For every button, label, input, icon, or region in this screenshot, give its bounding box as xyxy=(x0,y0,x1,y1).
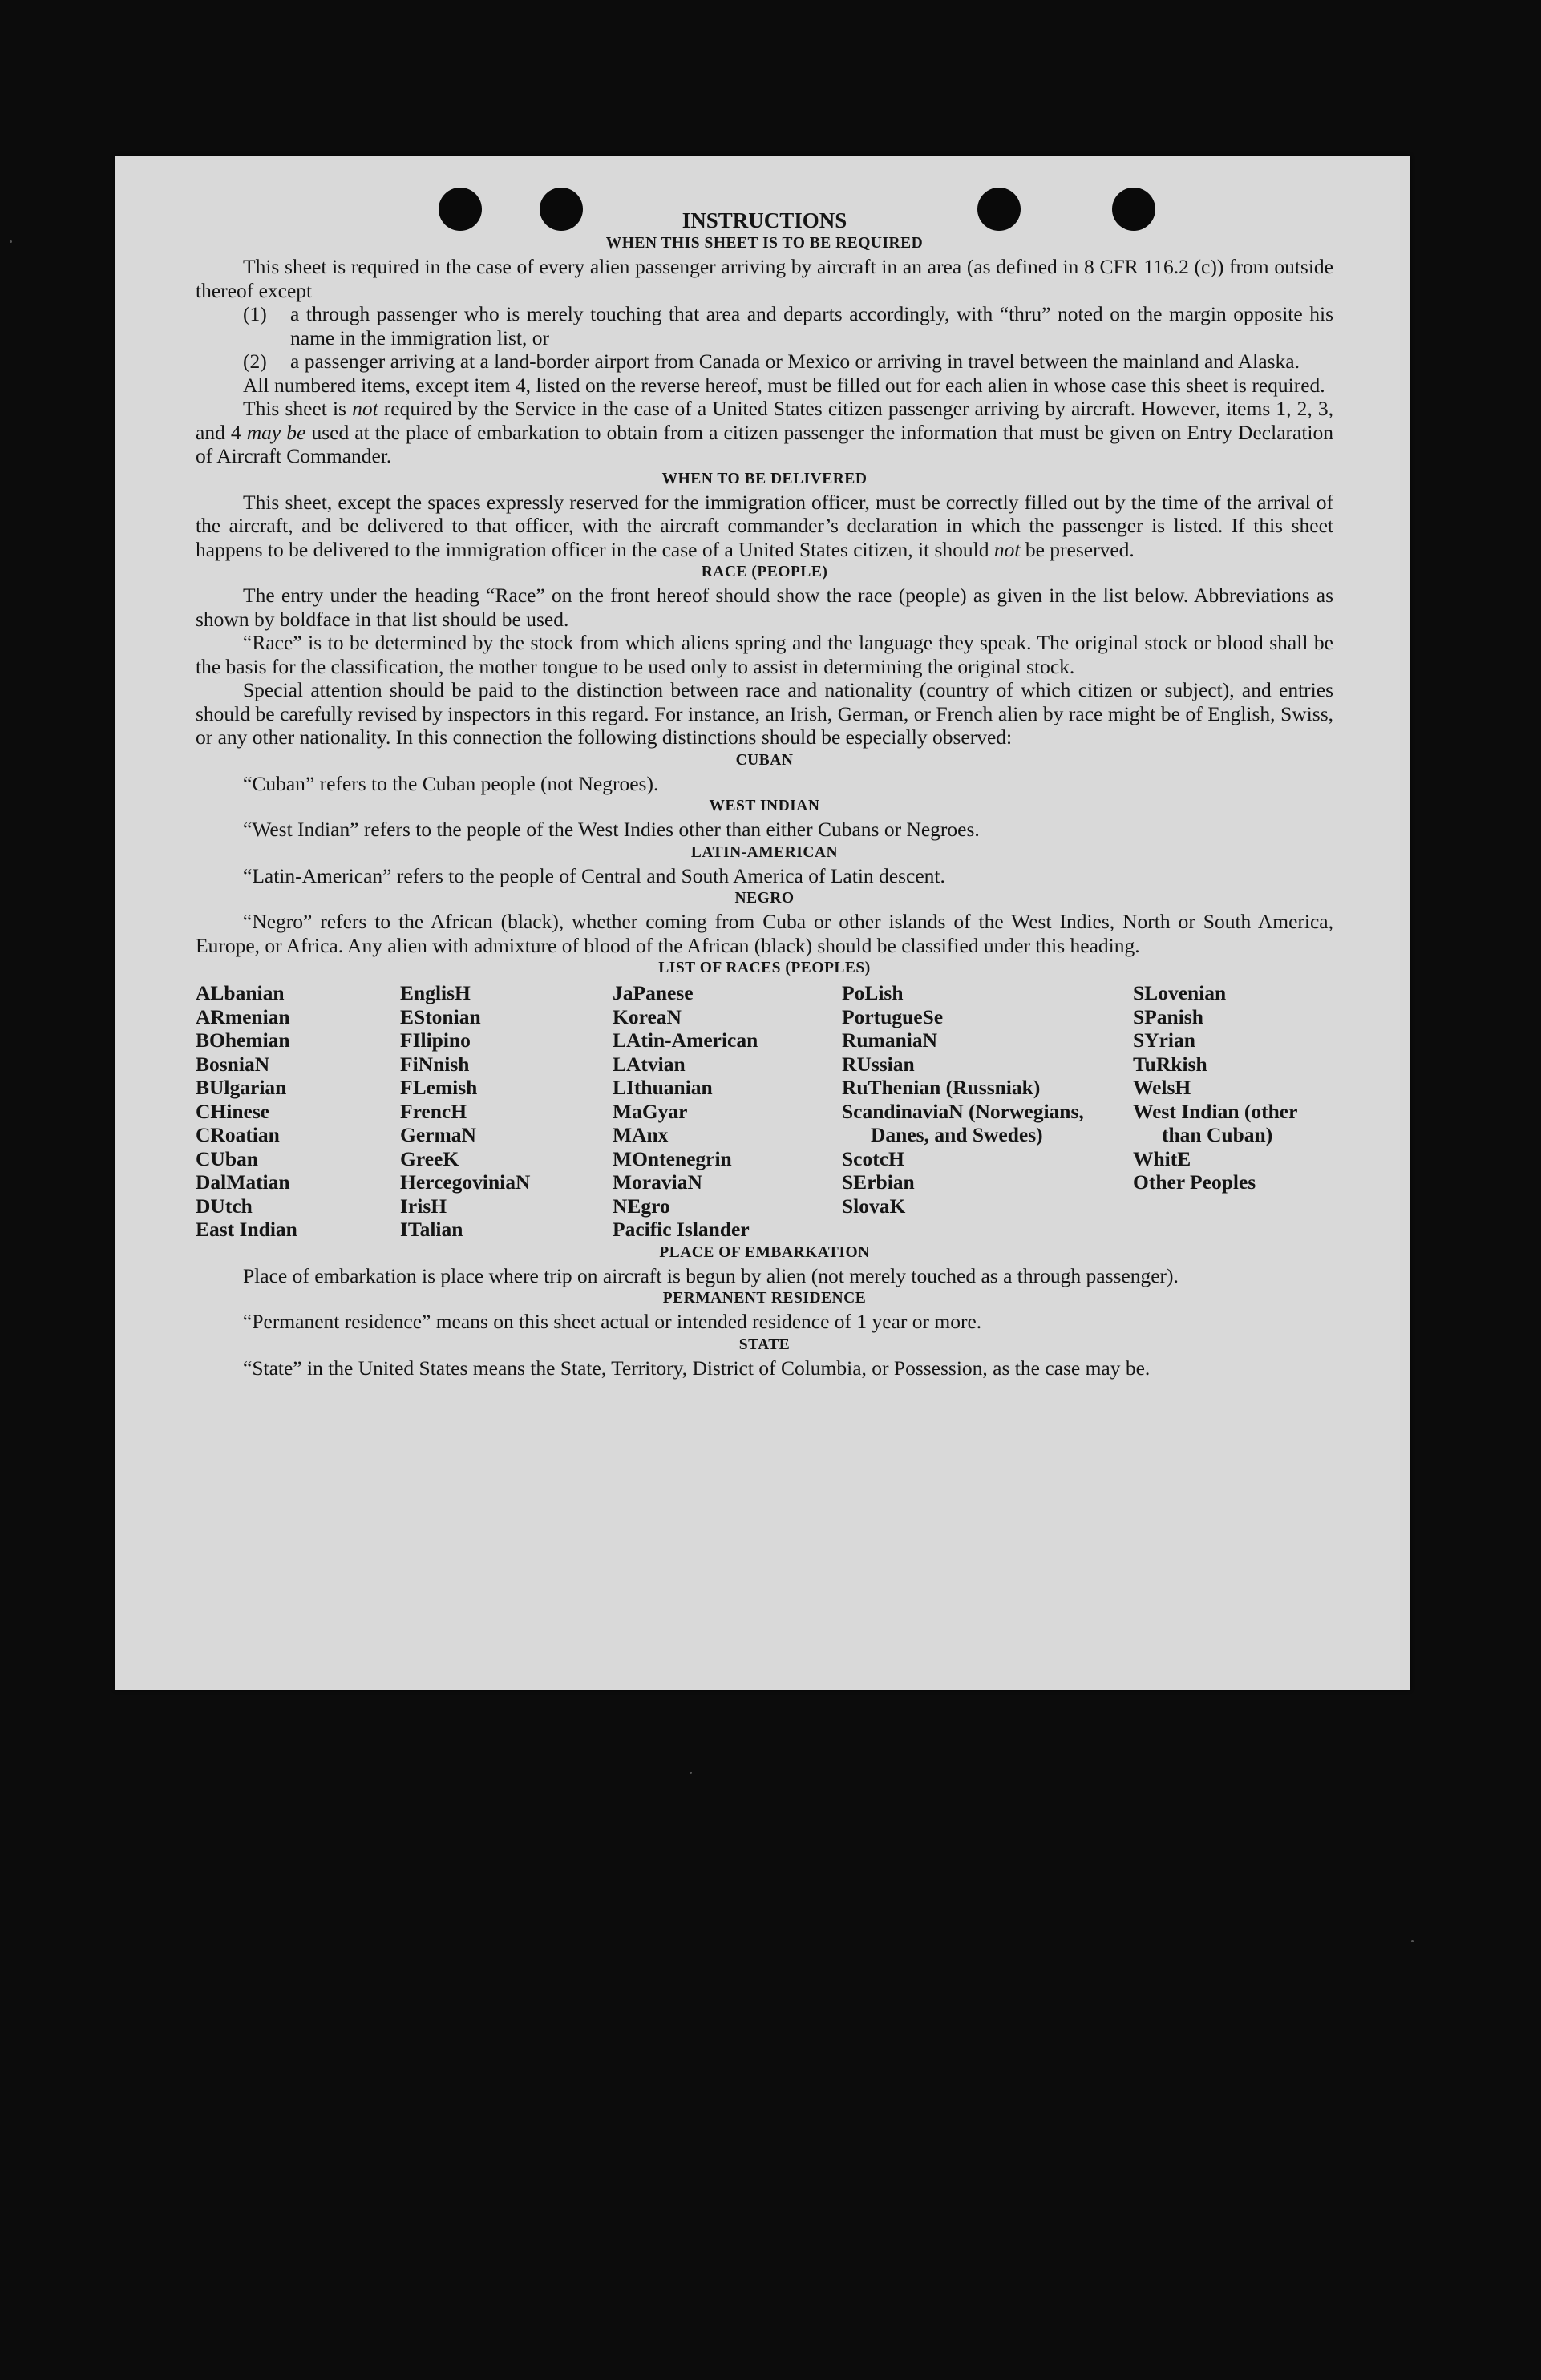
race-entry: SYrian xyxy=(1133,1028,1195,1052)
race-entry: MaGyar xyxy=(613,1099,688,1123)
race-column xyxy=(196,981,400,1242)
race-entry: BosniaN xyxy=(196,1052,270,1076)
heading-state: STATE xyxy=(738,1335,791,1353)
paragraph: “Permanent residence” means on this sheet actual or intended residence of 1 year or more. xyxy=(243,1310,982,1333)
race-entry: NEgro xyxy=(613,1194,670,1218)
punch-hole xyxy=(540,188,583,231)
race-entry: LAtvian xyxy=(613,1052,686,1076)
race-entry: RuThenian (Russniak) xyxy=(842,1076,1041,1099)
race-entry: West Indian (other than Cuban) xyxy=(1133,1099,1297,1146)
race-entry: EStonian xyxy=(400,1004,481,1028)
page-title: INSTRUCTIONS xyxy=(682,208,847,232)
race-entry: SLovenian xyxy=(1133,981,1227,1004)
heading-when-delivered: WHEN TO BE DELIVERED xyxy=(661,470,868,487)
race-entry: EnglisH xyxy=(400,981,471,1004)
race-entry: SPanish xyxy=(1133,1004,1203,1028)
heading-race: RACE (PEOPLE) xyxy=(701,564,828,580)
race-entry: HercegoviniaN xyxy=(400,1170,531,1194)
race-entry: JaPanese xyxy=(613,981,694,1004)
races-table xyxy=(196,981,1333,1242)
heading-permanent-residence: PERMANENT RESIDENCE xyxy=(662,1290,867,1307)
race-entry: DUtch xyxy=(196,1194,253,1218)
race-entry: MAnx xyxy=(613,1123,669,1146)
instruction-sheet xyxy=(115,156,1410,1690)
punch-hole xyxy=(1112,188,1155,231)
race-entry: KoreaN xyxy=(613,1004,682,1028)
paragraph: “Latin-American” refers to the people of Central and South America of Latin descent. xyxy=(243,863,945,887)
race-entry: Other Peoples xyxy=(1133,1170,1256,1194)
paragraph: Place of embarkation is place where trip on aircraft is begun by alien (not merely touched as a through passenger). xyxy=(243,1263,1179,1287)
paragraph: This sheet is required in the case of every alien passenger arriving by aircraft in an area (as defined in 8 CFR 116.2 (c)) from outside thereof except xyxy=(196,255,1333,302)
race-column xyxy=(400,981,613,1242)
paragraph: “Negro” refers to the African (black), whether coming from Cuba or other islands of the West Indies, North or South America, Europe, or Africa. Any alien with admixture of blood of the African (black) should be classified under this heading. xyxy=(196,910,1333,957)
punch-hole xyxy=(439,188,482,231)
race-entry: MoraviaN xyxy=(613,1170,702,1194)
race-column xyxy=(1133,981,1333,1242)
paragraph: “Race” is to be determined by the stock from which aliens spring and the language they speak. The original stock or blood shall be the basis for the classification, the mother tongue to be used only to assist in determining the original stock. xyxy=(196,631,1333,678)
heading-west-indian: WEST INDIAN xyxy=(709,798,820,814)
race-entry: BOhemian xyxy=(196,1028,290,1052)
race-entry: CHinese xyxy=(196,1099,270,1123)
race-entry: GermaN xyxy=(400,1123,476,1146)
race-column xyxy=(613,981,842,1242)
race-entry: WelsH xyxy=(1133,1076,1191,1099)
race-entry: BUlgarian xyxy=(196,1076,287,1099)
race-entry: GreeK xyxy=(400,1146,459,1170)
race-entry: IrisH xyxy=(400,1194,447,1218)
heading-list-of-races: LIST OF RACES (PEOPLES) xyxy=(658,960,871,976)
paragraph: “Cuban” refers to the Cuban people (not Negroes). xyxy=(243,771,659,795)
race-entry: PoLish xyxy=(842,981,904,1004)
race-entry: SErbian xyxy=(842,1170,915,1194)
race-entry: ITalian xyxy=(400,1218,463,1241)
heading-embarkation: PLACE OF EMBARKATION xyxy=(659,1243,870,1261)
paragraph: This sheet, except the spaces expressly reserved for the immigration officer, must be correctly filled out by the time of the arrival of the aircraft, and be delivered to that officer, with the aircraft commander’s declaration in which the passenger is listed. If this sheet happens to be delivered to the immigration officer in the case of a United States citizen, it should not be preserved. xyxy=(196,490,1333,561)
race-column xyxy=(842,981,1133,1242)
race-entry: LAtin-American xyxy=(613,1028,758,1052)
paragraph: “West Indian” refers to the people of the West Indies other than either Cubans or Negroes. xyxy=(243,818,980,841)
race-entry: Pacific Islander xyxy=(613,1218,750,1241)
race-entry: FrencH xyxy=(400,1099,467,1123)
race-entry: ALbanian xyxy=(196,981,285,1004)
race-entry: FIlipino xyxy=(400,1028,471,1052)
exceptions-list xyxy=(196,302,1333,374)
race-entry: CUban xyxy=(196,1146,258,1170)
race-entry: WhitE xyxy=(1133,1146,1191,1170)
list-item: (1) a through passenger who is merely touching that area and departs accordingly, with “thru” noted on the margin opposite his name in the immigration list, or xyxy=(243,302,1333,350)
paragraph: All numbered items, except item 4, listed on the reverse hereof, must be filled out for each alien in whose case this sheet is required. xyxy=(243,373,1325,397)
race-entry: FiNnish xyxy=(400,1052,470,1076)
race-entry: PortugueSe xyxy=(842,1004,944,1028)
race-entry: ARmenian xyxy=(196,1004,290,1028)
race-entry: CRoatian xyxy=(196,1123,280,1146)
race-entry: FLemish xyxy=(400,1076,478,1099)
heading-latin-american: LATIN-AMERICAN xyxy=(690,843,839,861)
race-entry: DalMatian xyxy=(196,1170,290,1194)
race-entry: ScandinaviaN (Norwegians, Danes, and Swedes) xyxy=(842,1099,1084,1146)
heading-negro: NEGRO xyxy=(734,890,795,907)
race-entry: ScotcH xyxy=(842,1146,904,1170)
race-entry: East Indian xyxy=(196,1218,297,1241)
paragraph: “State” in the United States means the State, Territory, District of Columbia, or Possession, as the case may be. xyxy=(243,1356,1151,1380)
paragraph: The entry under the heading “Race” on the front hereof should show the race (people) as given in the list below. Abbreviations as shown by boldface in that list should be used. xyxy=(196,584,1333,631)
race-entry: RUssian xyxy=(842,1052,915,1076)
race-entry: LIthuanian xyxy=(613,1076,713,1099)
race-entry: TuRkish xyxy=(1133,1052,1207,1076)
heading-cuban: CUBAN xyxy=(735,751,794,769)
race-entry: RumaniaN xyxy=(842,1028,938,1052)
punch-hole xyxy=(977,188,1021,231)
race-entry: SlovaK xyxy=(842,1194,906,1218)
paragraph: This sheet is not required by the Service in the case of a United States citizen passenger arriving by aircraft. However, items 1, 2, 3, and 4 may be used at the place of embarkation to obtain from a citizen passenger the information that must be given on Entry Declaration of Aircraft Commander. xyxy=(196,397,1333,467)
list-item: (2) a passenger arriving at a land-border airport from Canada or Mexico or arriving in travel between the mainland and Alaska. xyxy=(243,350,1300,373)
race-entry: MOntenegrin xyxy=(613,1146,732,1170)
heading-when-required: WHEN THIS SHEET IS TO BE REQUIRED xyxy=(605,235,924,252)
paragraph: Special attention should be paid to the distinction between race and nationality (country of which citizen or subject), and entries should be carefully revised by inspectors in this regard. For instance, an Irish, German, or French alien by race might be of English, Swiss, or any other nationality. In this connection the following distinctions should be especially observed: xyxy=(196,678,1333,749)
